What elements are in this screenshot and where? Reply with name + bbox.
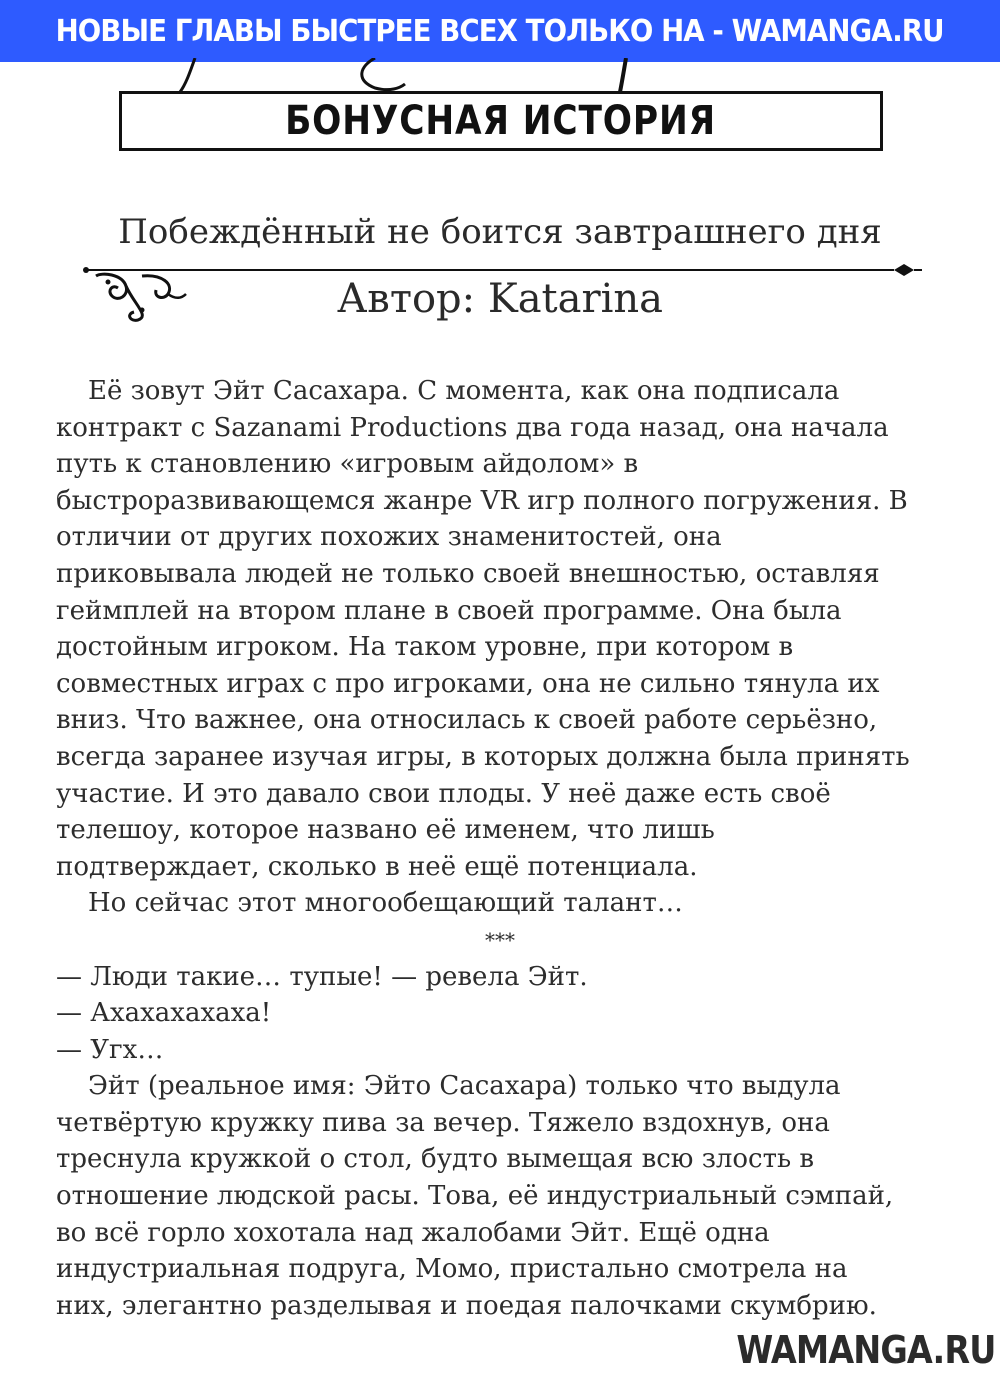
story-title: Побеждённый не боится завтрашнего дня: [118, 212, 882, 252]
text-line: всегда заранее изучая игры, в которых должна была принять: [56, 741, 910, 772]
top-banner-text: НОВЫЕ ГЛАВЫ БЫСТРЕЕ ВСЕХ ТОЛЬКО НА - WAMANGA.RU: [55, 13, 944, 49]
text-line: четвёртую кружку пива за вечер. Тяжело вздохнув, она: [56, 1107, 830, 1138]
text-line: отношение людской расы. Това, её индустриальный сэмпай,: [56, 1181, 894, 1212]
bonus-title-box: [119, 91, 883, 151]
bonus-title: БОНУСНАЯ ИСТОРИЯ: [285, 98, 717, 144]
text-line: контракт с Sazanami Productions два года назад, она начала: [56, 412, 889, 443]
text-line: приковывала людей не только своей внешностью, оставляя: [56, 558, 880, 589]
scene-break: ***: [485, 927, 515, 952]
story-body: [56, 373, 956, 1324]
dialogue-line: — Ахахахахаха!: [56, 998, 272, 1029]
text-line: участие. И это давало свои плоды. У неё даже есть своё: [56, 778, 831, 809]
text-line: достойным игроком. На таком уровне, при котором в: [56, 632, 794, 663]
watermark-logo: WAMANGA.RU: [736, 1328, 996, 1372]
text-line: путь к становлению «игровым айдолом» в: [56, 449, 639, 480]
text-line: них, элегантно разделывая и поедая палочками скумбрию.: [56, 1290, 877, 1321]
text-line: Эйт (реальное имя: Эйто Сасахара) только что выдула: [88, 1071, 841, 1102]
text-line: Но сейчас этот многообещающий талант…: [88, 888, 683, 919]
author-line: Автор: Katarina: [337, 276, 663, 322]
dialogue-line: — Люди такие… тупые! — ревела Эйт.: [56, 961, 588, 992]
text-line: во всё горло хохотала над жалобами Эйт. Ещё одна: [56, 1217, 770, 1248]
dialogue-line: — Угх…: [56, 1034, 164, 1065]
top-banner[interactable]: [0, 0, 1000, 62]
text-line: индустриальная подруга, Момо, пристально смотрела на: [56, 1254, 848, 1285]
text-line: треснула кружкой о стол, будто вымещая всю злость в: [56, 1144, 815, 1175]
text-line: быстроразвивающемся жанре VR игр полного погружения. В: [56, 485, 908, 516]
text-line: отличии от других похожих знаменитостей, она: [56, 522, 722, 553]
text-line: геймплей на втором плане в своей программе. Она была: [56, 595, 842, 626]
text-line: совместных играх с про игроками, она не сильно тянула их: [56, 668, 880, 699]
decorative-script-fragment: [150, 58, 850, 94]
text-line: телешоу, которое названо её именем, что лишь: [56, 815, 715, 846]
text-line: вниз. Что важнее, она относилась к своей работе серьёзно,: [56, 705, 878, 736]
text-line: Её зовут Эйт Сасахара. С момента, как она подписала: [88, 376, 840, 406]
text-line: подтверждает, сколько в неё ещё потенциала.: [56, 851, 698, 882]
